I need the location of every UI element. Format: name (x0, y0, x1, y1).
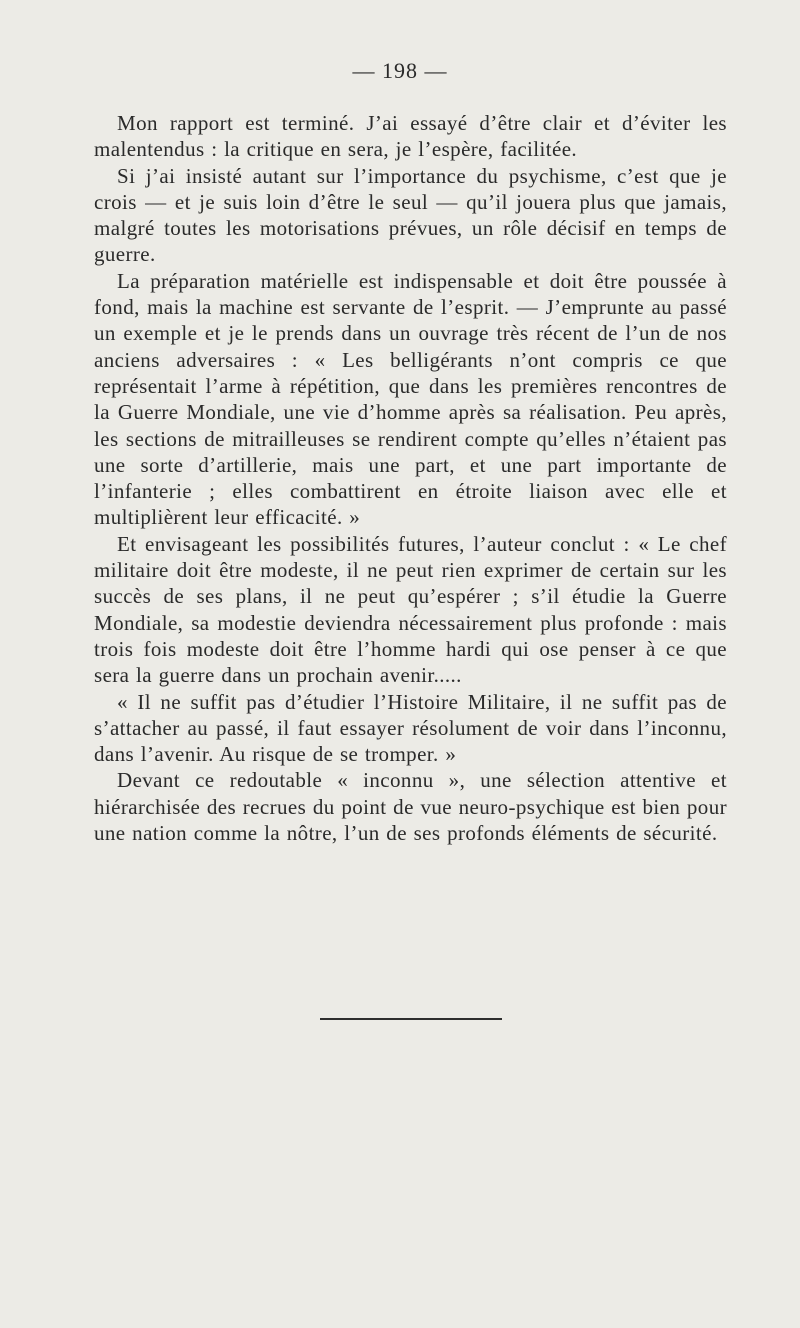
end-divider-rule (320, 1018, 502, 1020)
page-number: — 198 — (352, 58, 448, 83)
paragraph-5: « Il ne suffit pas d’étudier l’Histoire Militaire, il ne suffit pas de s’attacher au passé, il faut essayer résolument de voir dans l’inconnu, dans l’avenir. Au risque de se tromper. » (94, 689, 727, 767)
paragraph-6: Devant ce redoutable « inconnu », une sélection attentive et hiérarchisée des recrues du point de vue neuro-psychique est bien pour une nation comme la nôtre, l’un de ses profonds éléments de sécurité. (94, 768, 727, 846)
paragraph-3: La préparation matérielle est indispensable et doit être poussée à fond, mais la machine est servante de l’esprit. — J’emprunte au passé un exemple et je le prends dans un ouvrage très récent de l’un de nos anciens adversaires : « Les belligérants n’ont compris ce que représentait l’arme à répétition, que dans les premières rencontres de la Guerre Mondiale, une vie d’homme après sa réalisation. Peu après, les sections de mitrailleuses se rendirent compte qu’elles n’étaient pas une sorte d’artillerie, mais une part, et une part importante de l’infanterie ; elles combattirent en étroite liaison avec elle et multiplièrent leur efficacité. » (94, 268, 727, 530)
body-text (94, 110, 727, 846)
paragraph-4: Et envisageant les possibilités futures, l’auteur conclut : « Le chef militaire doit être modeste, il ne peut rien exprimer de certain sur les succès de ses plans, il ne peut qu’espérer ; s’il étudie la Guerre Mondiale, sa modestie deviendra nécessairement plus profonde : mais trois fois modeste doit être l’homme hardi qui ose penser à ce que sera la guerre dans un prochain avenir..... (94, 531, 727, 688)
paragraph-1: Mon rapport est terminé. J’ai essayé d’être clair et d’éviter les malentendus : la critique en sera, je l’espère, facilitée. (94, 111, 727, 162)
paragraph-2: Si j’ai insisté autant sur l’importance du psychisme, c’est que je crois — et je suis loin d’être le seul — qu’il jouera plus que jamais, malgré toutes les motorisations prévues, un rôle décisif en temps de guerre. (94, 163, 727, 267)
